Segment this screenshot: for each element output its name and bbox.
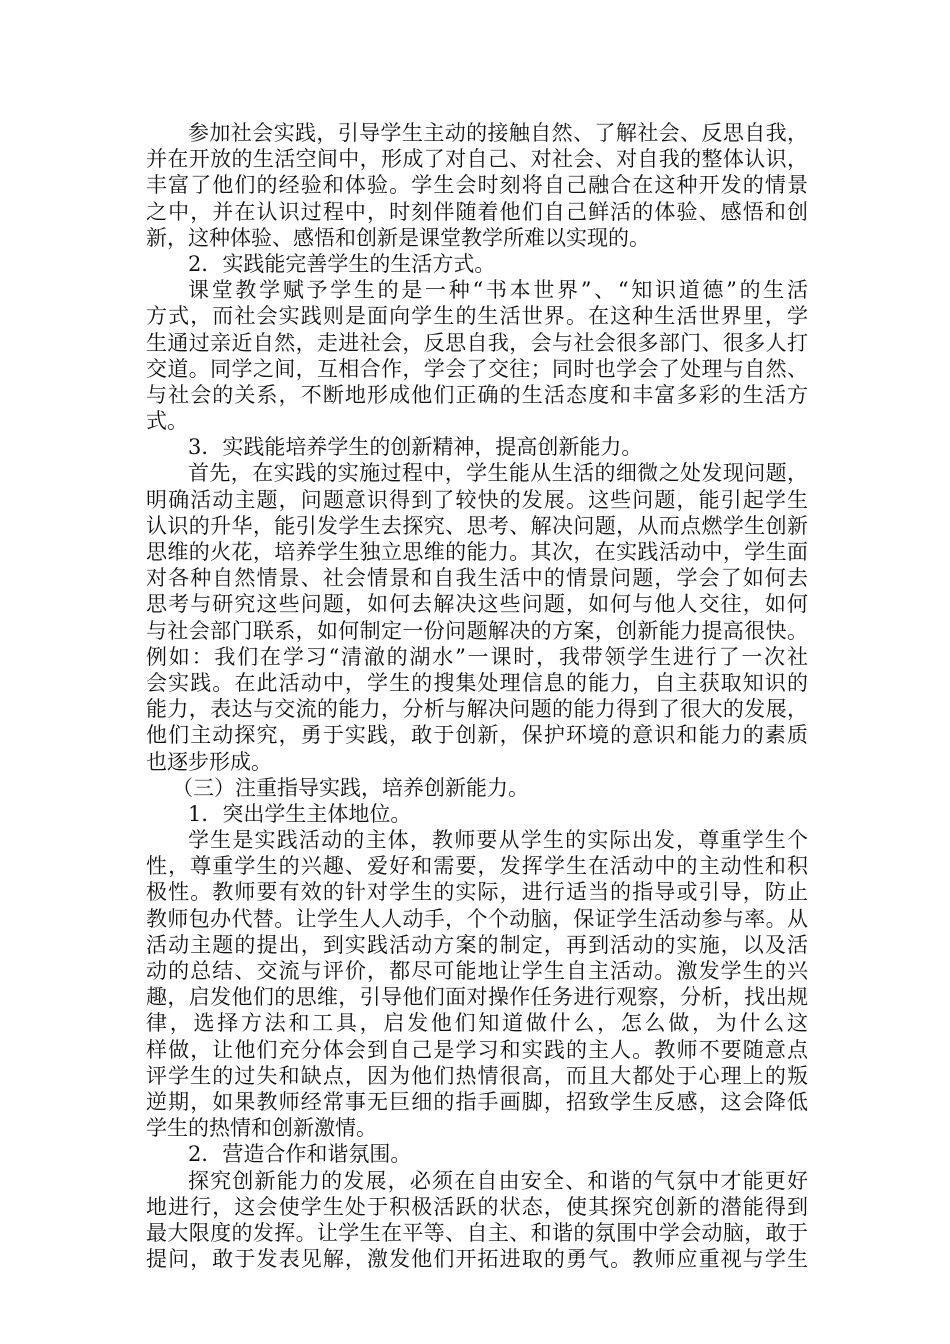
text-line: 1．突出学生主体地位。	[188, 801, 412, 826]
text-line: 首先，在实践的实施过程中，学生能从生活的细微之处发现问题，	[188, 461, 808, 486]
text-line: 之中，并在认识过程中，时刻伴随着他们自己鲜活的体验、感悟和创	[146, 199, 808, 224]
text-line: 会实践。在此活动中，学生的搜集处理信息的能力，自主获取知识的	[146, 670, 808, 695]
text-line: 提问，敢于发表见解，激发他们开拓进取的勇气。教师应重视与学生	[146, 1247, 808, 1272]
text-line: 学生的热情和创新激情。	[146, 1116, 377, 1141]
text-line: 探究创新能力的发展，必须在自由安全、和谐的气氛中才能更好	[188, 1168, 808, 1193]
text-line: 性，尊重学生的兴趣、爱好和需要，发挥学生在活动中的主动性和积	[146, 854, 808, 879]
document-body	[146, 120, 808, 1272]
text-line: 他们主动探究，勇于实践，敢于创新，保护环境的意识和能力的素质	[146, 723, 808, 748]
text-line: 思维的火花，培养学生独立思维的能力。其次，在实践活动中，学生面	[146, 540, 808, 564]
text-line: 参加社会实践，引导学生主动的接触自然、了解社会、反思自我，	[188, 121, 808, 145]
text-line: 思考与研究这些问题，如何去解决这些问题，如何与他人交往，如何	[146, 592, 808, 617]
text-line: 3．实践能培养学生的创新精神，提高创新能力。	[188, 435, 643, 460]
text-line: 地进行，这会使学生处于积极活跃的状态，使其探究创新的潜能得到	[146, 1194, 808, 1219]
text-line: 丰富了他们的经验和体验。学生会时刻将自己融合在这种开发的情景	[146, 173, 808, 198]
text-line: 活动主题的提出，到实践活动方案的制定，再到活动的实施，以及活	[146, 932, 808, 957]
text-line: 认识的升华，能引发学生去探究、思考、解决问题，从而点燃学生创新	[146, 513, 808, 538]
text-line: 极性。教师要有效的针对学生的实际，进行适当的指导或引导，防止	[146, 880, 808, 905]
text-line: 与社会的关系，不断地形成他们正确的生活态度和丰富多彩的生活方	[146, 382, 808, 407]
text-line: 最大限度的发挥。让学生在平等、自主、和谐的氛围中学会动脑，敢于	[146, 1220, 808, 1245]
text-line: 交道。同学之间，互相合作，学会了交往；同时也学会了处理与自然、	[146, 356, 808, 381]
text-line: 明确活动主题，问题意识得到了较快的发展。这些问题，能引起学生	[146, 487, 808, 512]
text-line: 并在开放的生活空间中，形成了对自己、对社会、对自我的整体认识，	[146, 147, 808, 172]
text-line: 生通过亲近自然，走进社会，反思自我，会与社会很多部门、很多人打	[146, 330, 808, 355]
text-line: 例如：我们在学习“清澈的湖水”一课时，我带领学生进行了一次社	[146, 644, 808, 669]
text-line: 样做，让他们充分体会到自己是学习和实践的主人。教师不要随意点	[146, 1037, 808, 1062]
text-line: 新，这种体验、感悟和创新是课堂教学所难以实现的。	[146, 225, 650, 250]
text-line: 与社会部门联系，如何制定一份问题解决的方案，创新能力提高很快。	[146, 618, 808, 643]
text-line: 教师包办代替。让学生人人动手，个个动脑，保证学生活动参与率。从	[146, 906, 808, 931]
text-line: 对各种自然情景、社会情景和自我生活中的情景问题，学会了如何去	[146, 566, 808, 591]
text-line: 课堂教学赋予学生的是一种“书本世界”、“知识道德”的生活	[188, 278, 808, 303]
text-line: 趣，启发他们的思维，引导他们面对操作任务进行观察，分析，找出规	[146, 985, 808, 1010]
text-line: 逆期，如果教师经常事无巨细的指手画脚，招致学生反感，这会降低	[146, 1089, 808, 1114]
text-line: （三）注重指导实践，培养创新能力。	[172, 775, 529, 800]
text-line: 2．营造合作和谐氛围。	[188, 1142, 412, 1167]
text-line: 式。	[146, 409, 188, 434]
text-line: 也逐步形成。	[146, 749, 272, 774]
text-line: 律，选择方法和工具，启发他们知道做什么，怎么做，为什么这	[146, 1011, 808, 1036]
text-line: 动的总结、交流与评价，都尽可能地让学生自主活动。激发学生的兴	[146, 959, 808, 983]
text-line: 能力，表达与交流的能力，分析与解决问题的能力得到了很大的发展，	[146, 697, 808, 722]
text-line: 学生是实践活动的主体，教师要从学生的实际出发，尊重学生个	[188, 828, 808, 853]
text-line: 方式，而社会实践则是面向学生的生活世界。在这种生活世界里，学	[146, 304, 808, 329]
text-line: 评学生的过失和缺点，因为他们热情很高，而且大都处于心理上的叛	[146, 1063, 808, 1088]
text-line: 2．实践能完善学生的生活方式。	[188, 251, 496, 276]
